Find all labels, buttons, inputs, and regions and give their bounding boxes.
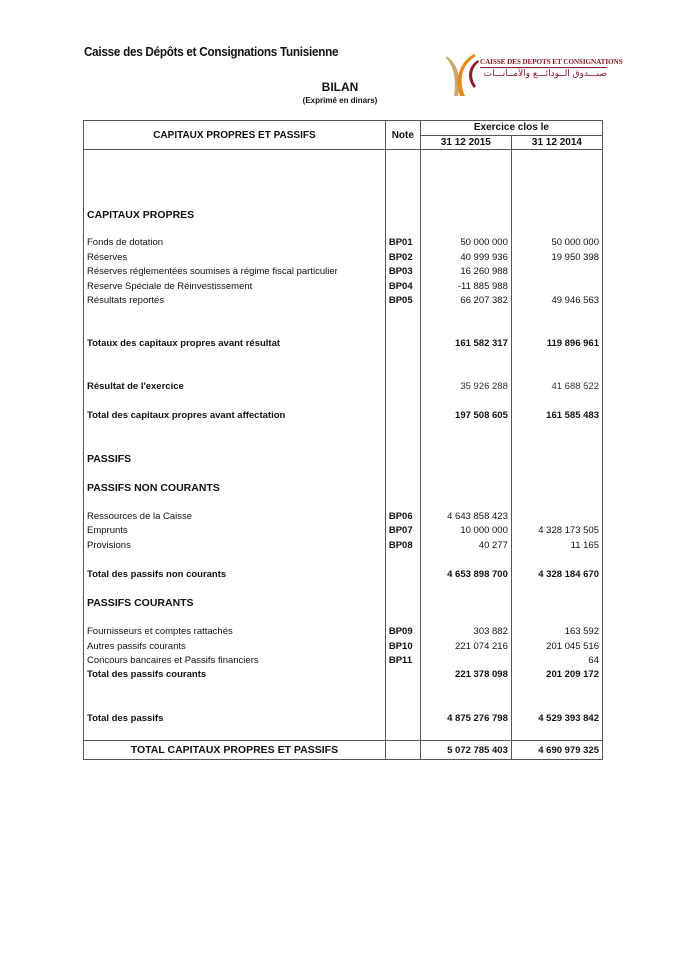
row-label: Total des passifs courants xyxy=(84,668,386,682)
header-note: Note xyxy=(385,121,420,150)
balance-sheet-table xyxy=(83,120,603,760)
row-value-2014: 41 688 522 xyxy=(511,380,602,394)
table-row xyxy=(84,280,603,294)
table-row xyxy=(84,654,603,668)
organization-name: Caisse des Dépôts et Consignations Tunisienne xyxy=(84,44,339,59)
row-label: Total des passifs xyxy=(84,712,386,726)
row-note: BP01 xyxy=(385,236,420,250)
row-value-2014: 11 165 xyxy=(511,539,602,553)
section-passifs-courants xyxy=(84,596,603,610)
row-label: Concours bancaires et Passifs financiers xyxy=(84,654,386,668)
row-value-2015: 50 000 000 xyxy=(420,236,511,250)
row-label: Total des capitaux propres avant affectation xyxy=(84,409,386,423)
row-value-2015: 4 653 898 700 xyxy=(420,568,511,582)
table-row xyxy=(84,640,603,654)
row-value-2015: 161 582 317 xyxy=(420,337,511,351)
row-value-2014: 19 950 398 xyxy=(511,251,602,265)
section-passifs xyxy=(84,452,603,466)
row-value-2014: 201 045 516 xyxy=(511,640,602,654)
row-value-2014: 119 896 961 xyxy=(511,337,602,351)
section-title: CAPITAUX PROPRES xyxy=(84,208,386,222)
logo-text-french: CAISSE DES DEPOTS ET CONSIGNATIONS xyxy=(480,58,623,66)
row-value-2015: 4 643 858 423 xyxy=(420,510,511,524)
table-row xyxy=(84,236,603,250)
row-value-2014: 163 592 xyxy=(511,625,602,639)
row-value-2015: 40 999 936 xyxy=(420,251,511,265)
row-label: Reserve Spéciale de Réinvestissement xyxy=(84,280,386,294)
row-note: BP03 xyxy=(385,265,420,279)
section-title: PASSIFS COURANTS xyxy=(84,596,386,610)
row-note: BP11 xyxy=(385,654,420,668)
document-subtitle: (Exprimé en dinars) xyxy=(302,96,378,105)
row-label: Fournisseurs et comptes rattachés xyxy=(84,625,386,639)
row-label: Totaux des capitaux propres avant résultat xyxy=(84,337,386,351)
row-label: Fonds de dotation xyxy=(84,236,386,250)
cdc-logo-mark-icon xyxy=(444,52,482,98)
row-note: BP04 xyxy=(385,280,420,294)
document-title: BILAN xyxy=(321,80,359,94)
total-row xyxy=(84,337,603,351)
header-period-group: Exercice clos le xyxy=(420,121,602,136)
row-value-2015 xyxy=(420,654,511,668)
row-label: Ressources de la Caisse xyxy=(84,510,386,524)
table-row xyxy=(84,265,603,279)
row-note: BP06 xyxy=(385,510,420,524)
row-value-2014 xyxy=(511,510,602,524)
row-value-2014: 4 529 393 842 xyxy=(511,712,602,726)
row-value-2014: 50 000 000 xyxy=(511,236,602,250)
row-value-2015: 40 277 xyxy=(420,539,511,553)
row-value-2015: 4 875 276 798 xyxy=(420,712,511,726)
total-row xyxy=(84,712,603,726)
total-row xyxy=(84,668,603,682)
row-note: BP07 xyxy=(385,524,420,538)
table-row xyxy=(84,524,603,538)
row-label: Réserves réglementées soumises à régime fiscal particulier xyxy=(84,265,386,279)
row-label: Résultats reportés xyxy=(84,294,386,308)
logo-text-arabic: صنـــدوق الــودائـــع والأمــانـــات xyxy=(483,69,607,79)
table-row xyxy=(84,625,603,639)
header-year-2014: 31 12 2014 xyxy=(511,135,602,150)
row-value-2014: 201 209 172 xyxy=(511,668,602,682)
row-note: BP02 xyxy=(385,251,420,265)
row-label: Provisions xyxy=(84,539,386,553)
row-value-2015: -11 885 988 xyxy=(420,280,511,294)
header-label: CAPITAUX PROPRES ET PASSIFS xyxy=(84,121,386,150)
logo-divider xyxy=(480,67,607,68)
row-value-2014: 49 946 563 xyxy=(511,294,602,308)
table-row xyxy=(84,510,603,524)
row-value-2014: 4 690 979 325 xyxy=(511,741,602,760)
header-year-2015: 31 12 2015 xyxy=(420,135,511,150)
row-value-2015: 5 072 785 403 xyxy=(420,741,511,760)
row-value-2014 xyxy=(511,280,602,294)
row-note: BP10 xyxy=(385,640,420,654)
table-row xyxy=(84,294,603,308)
section-title: PASSIFS xyxy=(84,452,386,466)
row-value-2015: 197 508 605 xyxy=(420,409,511,423)
row-note: BP09 xyxy=(385,625,420,639)
table-row xyxy=(84,539,603,553)
row-value-2015: 16 260 988 xyxy=(420,265,511,279)
row-value-2015: 66 207 382 xyxy=(420,294,511,308)
total-row xyxy=(84,568,603,582)
row-value-2015: 303 882 xyxy=(420,625,511,639)
grand-total-row xyxy=(84,741,603,760)
row-value-2015: 221 378 098 xyxy=(420,668,511,682)
row-value-2014: 64 xyxy=(511,654,602,668)
total-row xyxy=(84,409,603,423)
row-label: Emprunts xyxy=(84,524,386,538)
row-label: Total des passifs non courants xyxy=(84,568,386,582)
row-value-2014: 4 328 184 670 xyxy=(511,568,602,582)
row-label: Autres passifs courants xyxy=(84,640,386,654)
row-label: TOTAL CAPITAUX PROPRES ET PASSIFS xyxy=(84,741,386,760)
section-capitaux-propres xyxy=(84,208,603,222)
row-value-2014 xyxy=(511,265,602,279)
row-label: Résultat de l'exercice xyxy=(84,380,386,394)
result-row xyxy=(84,380,603,394)
row-value-2014: 4 328 173 505 xyxy=(511,524,602,538)
row-value-2015: 35 926 288 xyxy=(420,380,511,394)
row-label: Réserves xyxy=(84,251,386,265)
section-title: PASSIFS NON COURANTS xyxy=(84,481,386,495)
cdc-logo xyxy=(444,52,623,98)
row-note: BP05 xyxy=(385,294,420,308)
section-passifs-non-courants xyxy=(84,481,603,495)
row-note: BP08 xyxy=(385,539,420,553)
row-value-2015: 221 074 216 xyxy=(420,640,511,654)
row-value-2015: 10 000 000 xyxy=(420,524,511,538)
table-row xyxy=(84,251,603,265)
row-value-2014: 161 585 483 xyxy=(511,409,602,423)
